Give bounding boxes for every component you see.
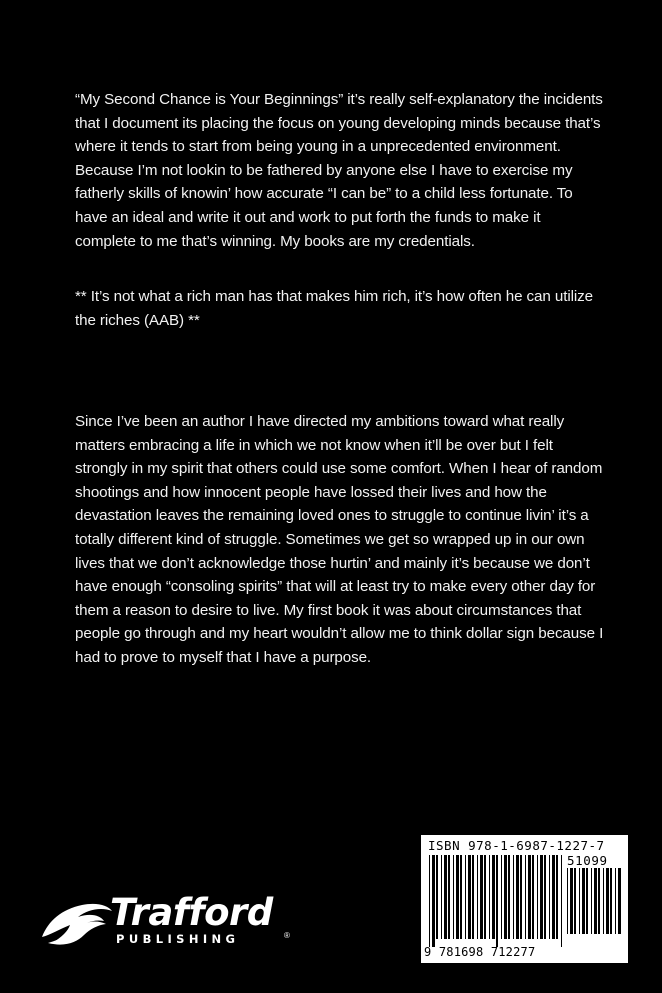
publisher-subtitle: PUBLISHING	[116, 932, 240, 946]
ean-digits: 9 781698 712277	[424, 945, 536, 959]
price-code: 51099	[567, 853, 608, 868]
isbn-barcode	[421, 835, 628, 963]
wave-logo-icon	[38, 893, 118, 953]
isbn-label: ISBN 978-1-6987-1227-7	[428, 838, 605, 853]
quote-paragraph: ** It’s not what a rich man has that makes him rich, it’s how often he can utilize the riches (AAB) **	[75, 288, 593, 329]
addon-barcode-bars	[567, 868, 621, 942]
main-barcode-bars	[429, 855, 563, 947]
intro-paragraph: “My Second Chance is Your Beginnings” it’s really self-explanatory the incidents that I document its placing the focus on young developing minds because that’s where it tends to start from being young in a unprecedented environment. Because I’m not lookin to be fathered by anyone else I have to exercise my fatherly skills of knowin’ how accurate “I can be” to a child less fortunate. To have an ideal and write it out and work to put forth the funds to make it complete to me that’s winning. My books are my credentials.	[75, 91, 603, 250]
publisher-logo	[38, 893, 298, 953]
author-paragraph: Since I’ve been an author I have directed my ambitions toward what really matters embracing a life in which we not know when it’ll be over but I felt strongly in my spirit that others could use some comfort. When I hear of random shootings and how innocent people have lossed their lives and how the devastation leaves the remaining loved ones to struggle to continue livin’ it’s a totally different kind of struggle. Sometimes we get so wrapped up in our own lives that we don’t acknowledge those hurtin’ and mainly it’s because we don’t have enough “consoling spirits” that will at least try to make every other day for them a reason to desire to live. My first book it was about circumstances that people go through and my heart wouldn’t allow me to think dollar sign because I had to prove to myself that I have a purpose.	[75, 413, 604, 666]
registered-mark: ®	[284, 931, 290, 940]
publisher-name: Trafford	[110, 891, 273, 934]
